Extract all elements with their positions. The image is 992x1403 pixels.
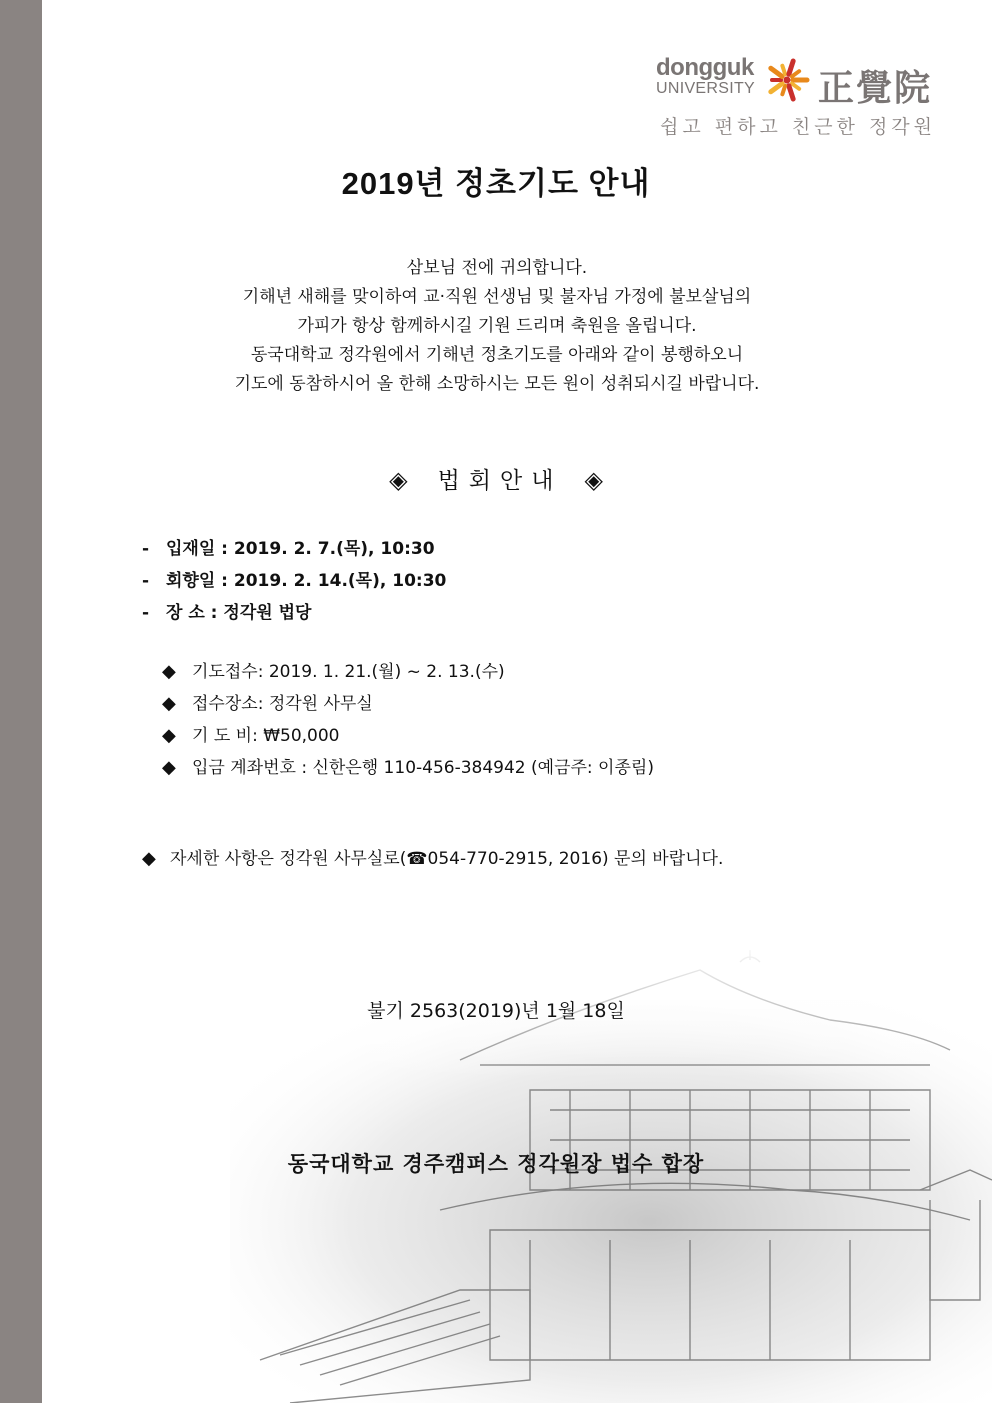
intro-line: 삼보님 전에 귀의합니다. — [406, 258, 588, 278]
diamond-mark-icon: ◈ — [584, 466, 603, 494]
burst-ray — [792, 84, 799, 89]
contact-note — [142, 843, 723, 875]
signature: 동국대학교 경주캠퍼스 정각원장 법수 합장 — [287, 1152, 705, 1176]
diamond-bullet-icon: ◆ — [162, 661, 176, 682]
diamond-mark-icon: ◈ — [389, 466, 408, 494]
issue-date: 불기 2563(2019)년 1월 18일 — [367, 1000, 625, 1022]
detail-text: 장 소 : 정각원 법당 — [166, 603, 312, 623]
lotus-burst-icon — [762, 56, 812, 104]
ceremony-details — [142, 533, 446, 629]
detail-row — [142, 597, 446, 629]
logo-slogan: 쉽고 편하고 친근한 정각원 — [660, 116, 937, 138]
section-heading — [0, 462, 992, 495]
info-text: 접수장소: 정각원 사무실 — [192, 694, 373, 714]
intro-line: 기해년 새해를 맞이하여 교·직원 선생님 및 불자님 가정에 불보살님의 — [242, 287, 752, 307]
info-row — [162, 720, 654, 752]
page-title: 2019년 정초기도 안내 — [341, 166, 651, 201]
section-label: 법회안내 — [437, 468, 563, 494]
wordmark-line2: UNIVERSITY — [656, 80, 756, 97]
info-text: 기도접수: 2019. 1. 21.(월) ~ 2. 13.(수) — [192, 662, 505, 682]
burst-ray — [771, 84, 782, 92]
diamond-bullet-icon: ◆ — [162, 693, 176, 714]
registration-info — [162, 656, 654, 784]
jeonggakwon-logo — [656, 54, 946, 144]
detail-text: 회향일 : 2019. 2. 14.(목), 10:30 — [166, 571, 447, 591]
wordmark-line1: dongguk — [656, 54, 754, 81]
detail-row — [142, 565, 446, 597]
info-row — [162, 752, 654, 784]
burst-ray — [789, 86, 793, 99]
burst-ray — [782, 86, 785, 95]
info-text: 입금 계좌번호 : 신한은행 110-456-384942 (예금주: 이종림) — [192, 758, 654, 778]
info-row — [162, 688, 654, 720]
intro-line: 가피가 항상 함께하시길 기원 드리며 축원을 올립니다. — [297, 316, 697, 336]
side-bar-decoration — [0, 0, 42, 1403]
burst-ray — [771, 68, 782, 76]
intro-paragraph — [42, 254, 952, 399]
info-text: 기 도 비: ₩50,000 — [192, 726, 340, 746]
info-row — [162, 656, 654, 688]
burst-ray — [789, 61, 793, 74]
diamond-bullet-icon: ◆ — [142, 848, 156, 869]
burst-ray — [782, 66, 785, 75]
dash-bullet: - — [142, 539, 150, 559]
detail-row — [142, 533, 446, 565]
diamond-bullet-icon: ◆ — [162, 725, 176, 746]
contact-text: 자세한 사항은 정각원 사무실로(☎054-770-2915, 2016) 문의 바랍니다. — [170, 849, 724, 869]
logo-hanja: 正覺院 — [818, 67, 933, 109]
dash-bullet: - — [142, 571, 150, 591]
intro-line: 기도에 동참하시어 올 한해 소망하시는 모든 원이 성취되시길 바랍니다. — [234, 374, 760, 394]
diamond-bullet-icon: ◆ — [162, 757, 176, 778]
detail-text: 입재일 : 2019. 2. 7.(목), 10:30 — [166, 539, 435, 559]
dongguk-wordmark — [656, 56, 755, 97]
intro-line: 동국대학교 정각원에서 기해년 정초기도를 아래와 같이 봉행하오니 — [250, 345, 744, 365]
dash-bullet: - — [142, 603, 150, 623]
burst-ray — [792, 71, 799, 76]
